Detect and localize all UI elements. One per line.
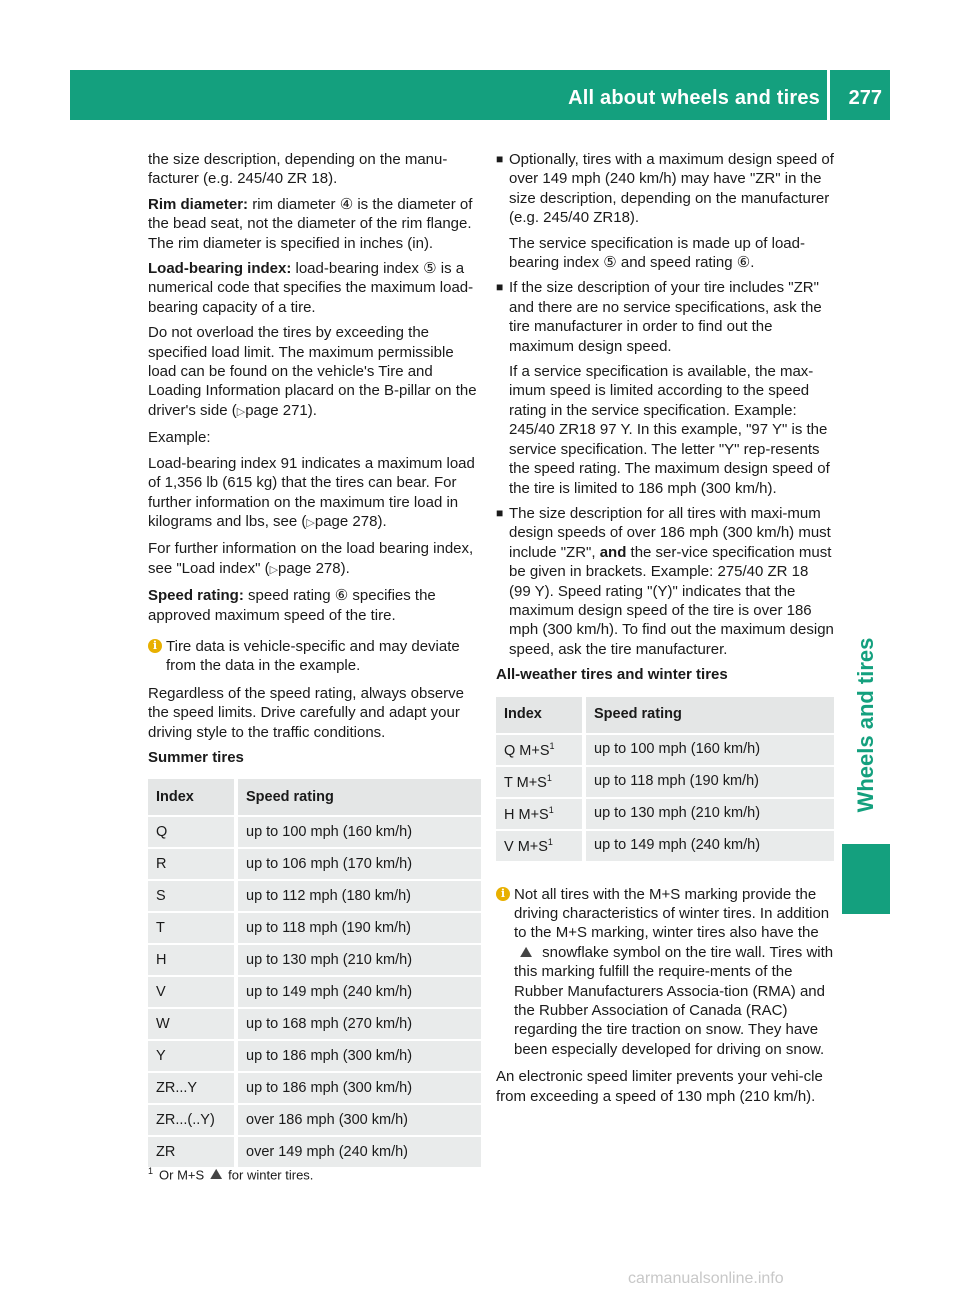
cell-index [496,831,582,861]
text: the ser-vice specification must be given in brackets. Example: 275/40 ZR 18 (99 Y). Speed rating "(Y)" indicates that the maximum design speed of the tire is over 186 mph (300 km/h). To find out the maximum design speed, ask the tire manufacturer. [509,543,834,658]
cell-index: Y [148,1041,234,1071]
snowflake-mountain-icon: ⛰ [519,943,533,961]
cell-speed: up to 168 mph (270 km/h) [234,1009,481,1039]
footnote-text: Or M+S [159,1167,205,1183]
table-row [148,977,481,1007]
table-row [496,831,834,861]
cell-index: T [148,913,234,943]
bullet-item [496,278,834,497]
cell-index: ZR...Y [148,1073,234,1103]
text: is the diameter of the bead seat, not the diameter of the rim flange. The rim diameter is specified in inches (in). [148,195,473,252]
bullet-marker-icon: ■ [496,280,504,295]
callout-5-icon: ⑤ [423,260,437,278]
text: Load-bearing index 91 indicates a maximum load of 1,356 lb (615 kg) that the tires can bear. For further information on the maximum tire load in kilograms and lbs, see ( [148,454,475,530]
paragraph-overload [148,323,481,422]
bullet-item [496,150,834,272]
info-note-text: Not all tires with the M+S marking provide the driving characteristics of winter tires. In addition to the M+S marking, winter tires also have the [514,885,830,942]
winter-tires-table [496,695,834,863]
table-header-row [148,779,481,815]
table-row [496,767,834,797]
paragraph-load-index [148,259,481,317]
text: speed rating [243,587,335,605]
callout-6-icon: ⑥ [736,254,751,272]
footnote-marker: 1 [547,837,553,848]
page-reference-arrow-icon: ▷ [236,405,246,418]
bullet-marker-icon: ■ [496,152,504,166]
cell-speed: up to 100 mph (160 km/h) [234,817,481,847]
bullet-text: If the size description of your tire includes "ZR" and there are no service specifications, ask the tire manufacturer in order to find out the maximum design speed. [509,279,822,355]
cell-speed: up to 130 mph (210 km/h) [234,945,481,975]
text: ). [377,512,387,530]
cell-index: S [148,881,234,911]
page-reference-link[interactable]: page 278 [278,559,341,577]
column-header-index: Index [148,779,234,815]
column-header-speed-rating: Speed rating [582,697,834,733]
page-number: 277 [848,87,882,109]
page-reference-link[interactable]: page 278 [314,512,378,530]
info-icon: i [148,639,162,653]
header-divider [827,70,830,120]
text: For further information on the load bearing index, see "Load index" ( [148,540,474,577]
summer-tires-heading: Summer tires [148,748,244,766]
paragraph-speed-rating [148,586,481,625]
page-reference-arrow-icon: ▷ [269,563,279,576]
text: The size description for all tires with maxi-mum design speeds of over 186 mph (300 km/h) must include "ZR", [509,504,831,561]
right-column [496,150,834,1112]
info-note [496,885,834,1060]
index-code: V M+S [504,839,548,856]
table-row [148,817,481,847]
footnote [148,1166,313,1183]
paragraph-example [148,454,481,534]
table-row [148,1105,481,1135]
text: specifies the approved maximum speed of the tire. [148,587,436,624]
page-section-title: All about wheels and tires [568,87,820,109]
footnote-marker: 1 [546,773,552,784]
paragraph-speed-limiter: An electronic speed limiter prevents your vehi-cle from exceeding a speed of 130 mph (210 km/h). [496,1068,823,1105]
cell-speed: up to 186 mph (300 km/h) [234,1073,481,1103]
cell-speed: over 149 mph (240 km/h) [234,1137,481,1167]
text: . [750,254,755,272]
chapter-label: Wheels and tires [853,637,878,813]
cell-index [496,767,582,797]
text: load-bearing index [291,260,424,278]
cell-speed: up to 106 mph (170 km/h) [234,849,481,879]
text: Do not overload the tires by exceeding the specified load limit. The maximum permissible load can be found on the vehicle's Tire and Loading Information placard on the B-pillar on the driver's side ( [148,324,477,419]
snowflake-mountain-icon: ⛰ [209,1166,223,1184]
column-header-index: Index [496,697,582,733]
text: ). [340,559,350,577]
cell-speed: up to 100 mph (160 km/h) [582,735,834,765]
bullet-text: Optionally, tires with a maximum design speed of over 149 mph (240 km/h) may have "ZR" in the size description, depending on the manufacturer (e.g. 245/40 ZR18). [509,151,834,227]
text: is a numerical code that specifies the maximum load-bearing capacity of a tire. [148,260,474,316]
bullet-text [509,234,834,273]
paragraph-speed-limits: Regardless of the speed rating, always observe the speed limits. Drive carefully and adapt your driving style to the traffic conditions. [148,684,465,741]
page-reference-link[interactable]: page 271 [245,401,308,419]
cell-index: W [148,1009,234,1039]
table-row [496,799,834,829]
footnote-marker: 1 [548,805,554,816]
column-header-speed-rating: Speed rating [234,779,481,815]
example-label: Example: [148,429,211,447]
header-bar [70,70,890,120]
cell-speed: up to 112 mph (180 km/h) [234,881,481,911]
callout-4-icon: ④ [339,195,354,213]
cell-speed: over 186 mph (300 km/h) [234,1105,481,1135]
bullet-item [496,504,834,659]
cell-speed: up to 130 mph (210 km/h) [582,799,834,829]
footnote-text: for winter tires. [228,1167,314,1183]
cell-index: ZR...(..Y) [148,1105,234,1135]
bullet-marker-icon: ■ [496,505,504,520]
cell-index: ZR [148,1137,234,1167]
table-row [148,1041,481,1071]
paragraph-further-info [148,539,481,580]
cell-speed: up to 186 mph (300 km/h) [234,1041,481,1071]
footnote-marker: 1 [549,741,555,752]
cell-speed: up to 149 mph (240 km/h) [234,977,481,1007]
term-rim-diameter: Rim diameter: [148,195,249,213]
page-reference-arrow-icon: ▷ [306,516,315,529]
left-column [148,150,481,1169]
callout-5-icon: ⑤ [603,254,617,272]
text: and speed rating [616,254,737,272]
cell-index: V [148,977,234,1007]
paragraph-rim-diameter [148,195,481,253]
table-row [148,1073,481,1103]
watermark: carmanualsonline.info [628,1270,784,1287]
table-row [148,1009,481,1039]
cell-index: H [148,945,234,975]
cell-speed: up to 118 mph (190 km/h) [234,913,481,943]
summer-tires-table [148,777,481,1169]
footnote-marker: 1 [148,1166,154,1176]
table-row [148,881,481,911]
chapter-marker-block [842,844,890,914]
table-row [496,735,834,765]
index-code: H M+S [504,807,549,824]
index-code: Q M+S [504,743,550,760]
table-header-row [496,697,834,733]
emphasis: and [599,543,627,561]
winter-tires-heading: All-weather tires and winter tires [496,666,728,684]
table-row [148,1137,481,1167]
cell-index: R [148,849,234,879]
term-speed-rating: Speed rating: [148,587,244,605]
text: ). [307,401,317,419]
table-row [148,913,481,943]
bullet-text: If a service specification is available, the max-imum speed is limited according to the speed rating in the service specification. Example: 245/40 ZR18 97 Y. In this example, "97 Y" is the service specification. The letter "Y" rep-resents the speed rating. The maximum design speed of the tire is limited to 186 mph (300 km/h). [509,363,830,497]
bullet-text [509,504,834,659]
cell-index [496,799,582,829]
cell-speed: up to 149 mph (240 km/h) [582,831,834,861]
table-row [148,849,481,879]
chapter-side-tab [842,620,890,830]
table-row [148,945,481,975]
cell-speed: up to 118 mph (190 km/h) [582,767,834,797]
info-note-text: snowflake symbol on the tire wall. Tires with this marking fulfill the require-ments of the Rubber Manufacturers Associa-tion (RMA) and the Rubber Association of Canada (RAC) regarding the tire traction on snow. They have been especially developed for driving on snow. [514,943,834,1058]
callout-6-icon: ⑥ [334,587,349,605]
index-code: T M+S [504,775,547,792]
text: The service specification is made up of load-bearing index [509,234,805,272]
cell-index: Q [148,817,234,847]
info-note [148,637,481,676]
paragraph-size-description: the size description, depending on the manu-facturer (e.g. 245/40 ZR 18). [148,151,448,188]
info-icon: i [496,887,510,901]
text: rim diameter [248,195,340,213]
info-note-text: Tire data is vehicle-specific and may deviate from the data in the example. [166,637,460,675]
term-load-bearing-index: Load-bearing index: [148,260,292,278]
cell-index [496,735,582,765]
